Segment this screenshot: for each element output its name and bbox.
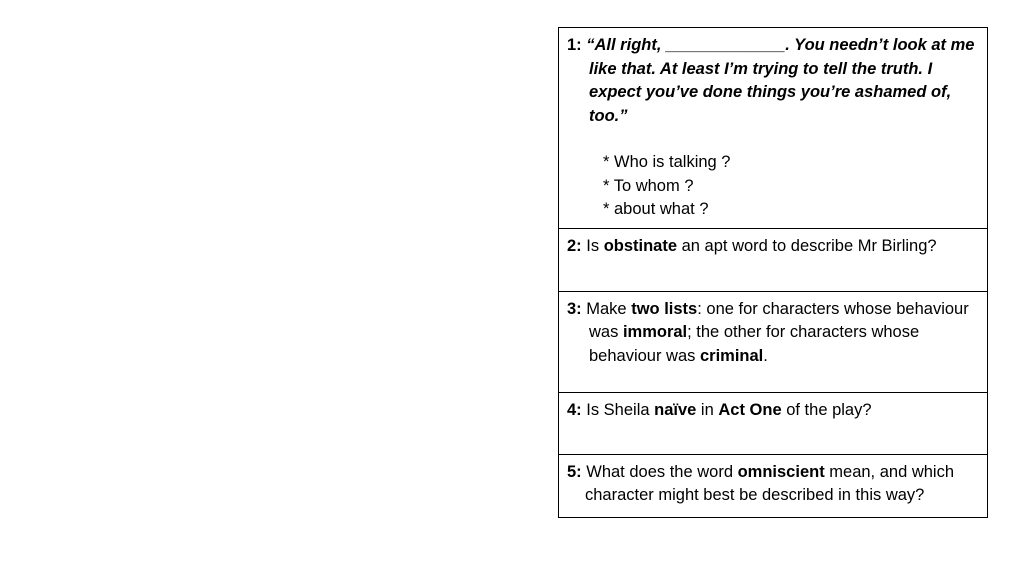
question-row-3 [559, 291, 988, 392]
question-row-2 [559, 228, 988, 291]
question-cell-1 [559, 28, 988, 229]
question-4-part: in [696, 400, 719, 419]
keyword-omniscient: omniscient [737, 462, 825, 481]
question-3-text [567, 298, 979, 369]
keyword-immoral: immoral [622, 323, 688, 341]
question-3-part: . [763, 346, 768, 365]
question-1-text [567, 34, 979, 128]
question-4-part: of the play? [781, 400, 872, 419]
prompt-who-is-talking: * Who is talking ? [603, 153, 731, 171]
prompt-about-what: * about what ? [603, 200, 709, 218]
question-2-part: an apt word to describe Mr Birling? [677, 236, 937, 255]
keyword-naive: naïve [654, 400, 697, 419]
question-1-prompts [567, 151, 979, 222]
keyword-obstinate: obstinate [603, 236, 678, 255]
question-3-part: ; the other for characters whose behaviour was [589, 323, 920, 365]
keyword-criminal: criminal [699, 346, 764, 365]
question-1-quote: “All right, _____________. You needn’t look at me like that. At least I’m trying to tell the truth. I expect you’ve done things you’re ashamed of, too.” [586, 36, 975, 125]
question-4-number: 4: [567, 400, 582, 419]
question-5-number: 5: [567, 462, 582, 481]
question-5-part: mean, and which character might best be described in this way? [585, 462, 955, 504]
question-row-4 [559, 392, 988, 454]
question-row-5 [559, 454, 988, 517]
question-3-part: : one for characters whose behaviour was [589, 299, 969, 341]
prompt-to-whom: * To whom ? [603, 176, 694, 195]
question-cell-5 [559, 454, 988, 517]
question-5-part: What does the word [581, 462, 738, 481]
question-3-number: 3: [567, 299, 582, 318]
question-4-text [567, 399, 979, 423]
question-cell-3 [559, 291, 988, 392]
question-3-part: Make [581, 299, 632, 318]
question-5-text [567, 461, 979, 508]
question-1-number: 1: [567, 36, 582, 54]
question-row-1 [559, 28, 988, 229]
question-cell-4 [559, 392, 988, 454]
question-4-part: Is Sheila [581, 400, 655, 419]
keyword-two-lists: two lists [631, 299, 698, 318]
question-cell-2 [559, 228, 988, 291]
question-2-text [567, 235, 979, 259]
keyword-act-one: Act One [718, 400, 782, 419]
question-2-part: Is [581, 236, 604, 255]
question-2-number: 2: [567, 236, 582, 255]
questions-table [558, 27, 988, 518]
